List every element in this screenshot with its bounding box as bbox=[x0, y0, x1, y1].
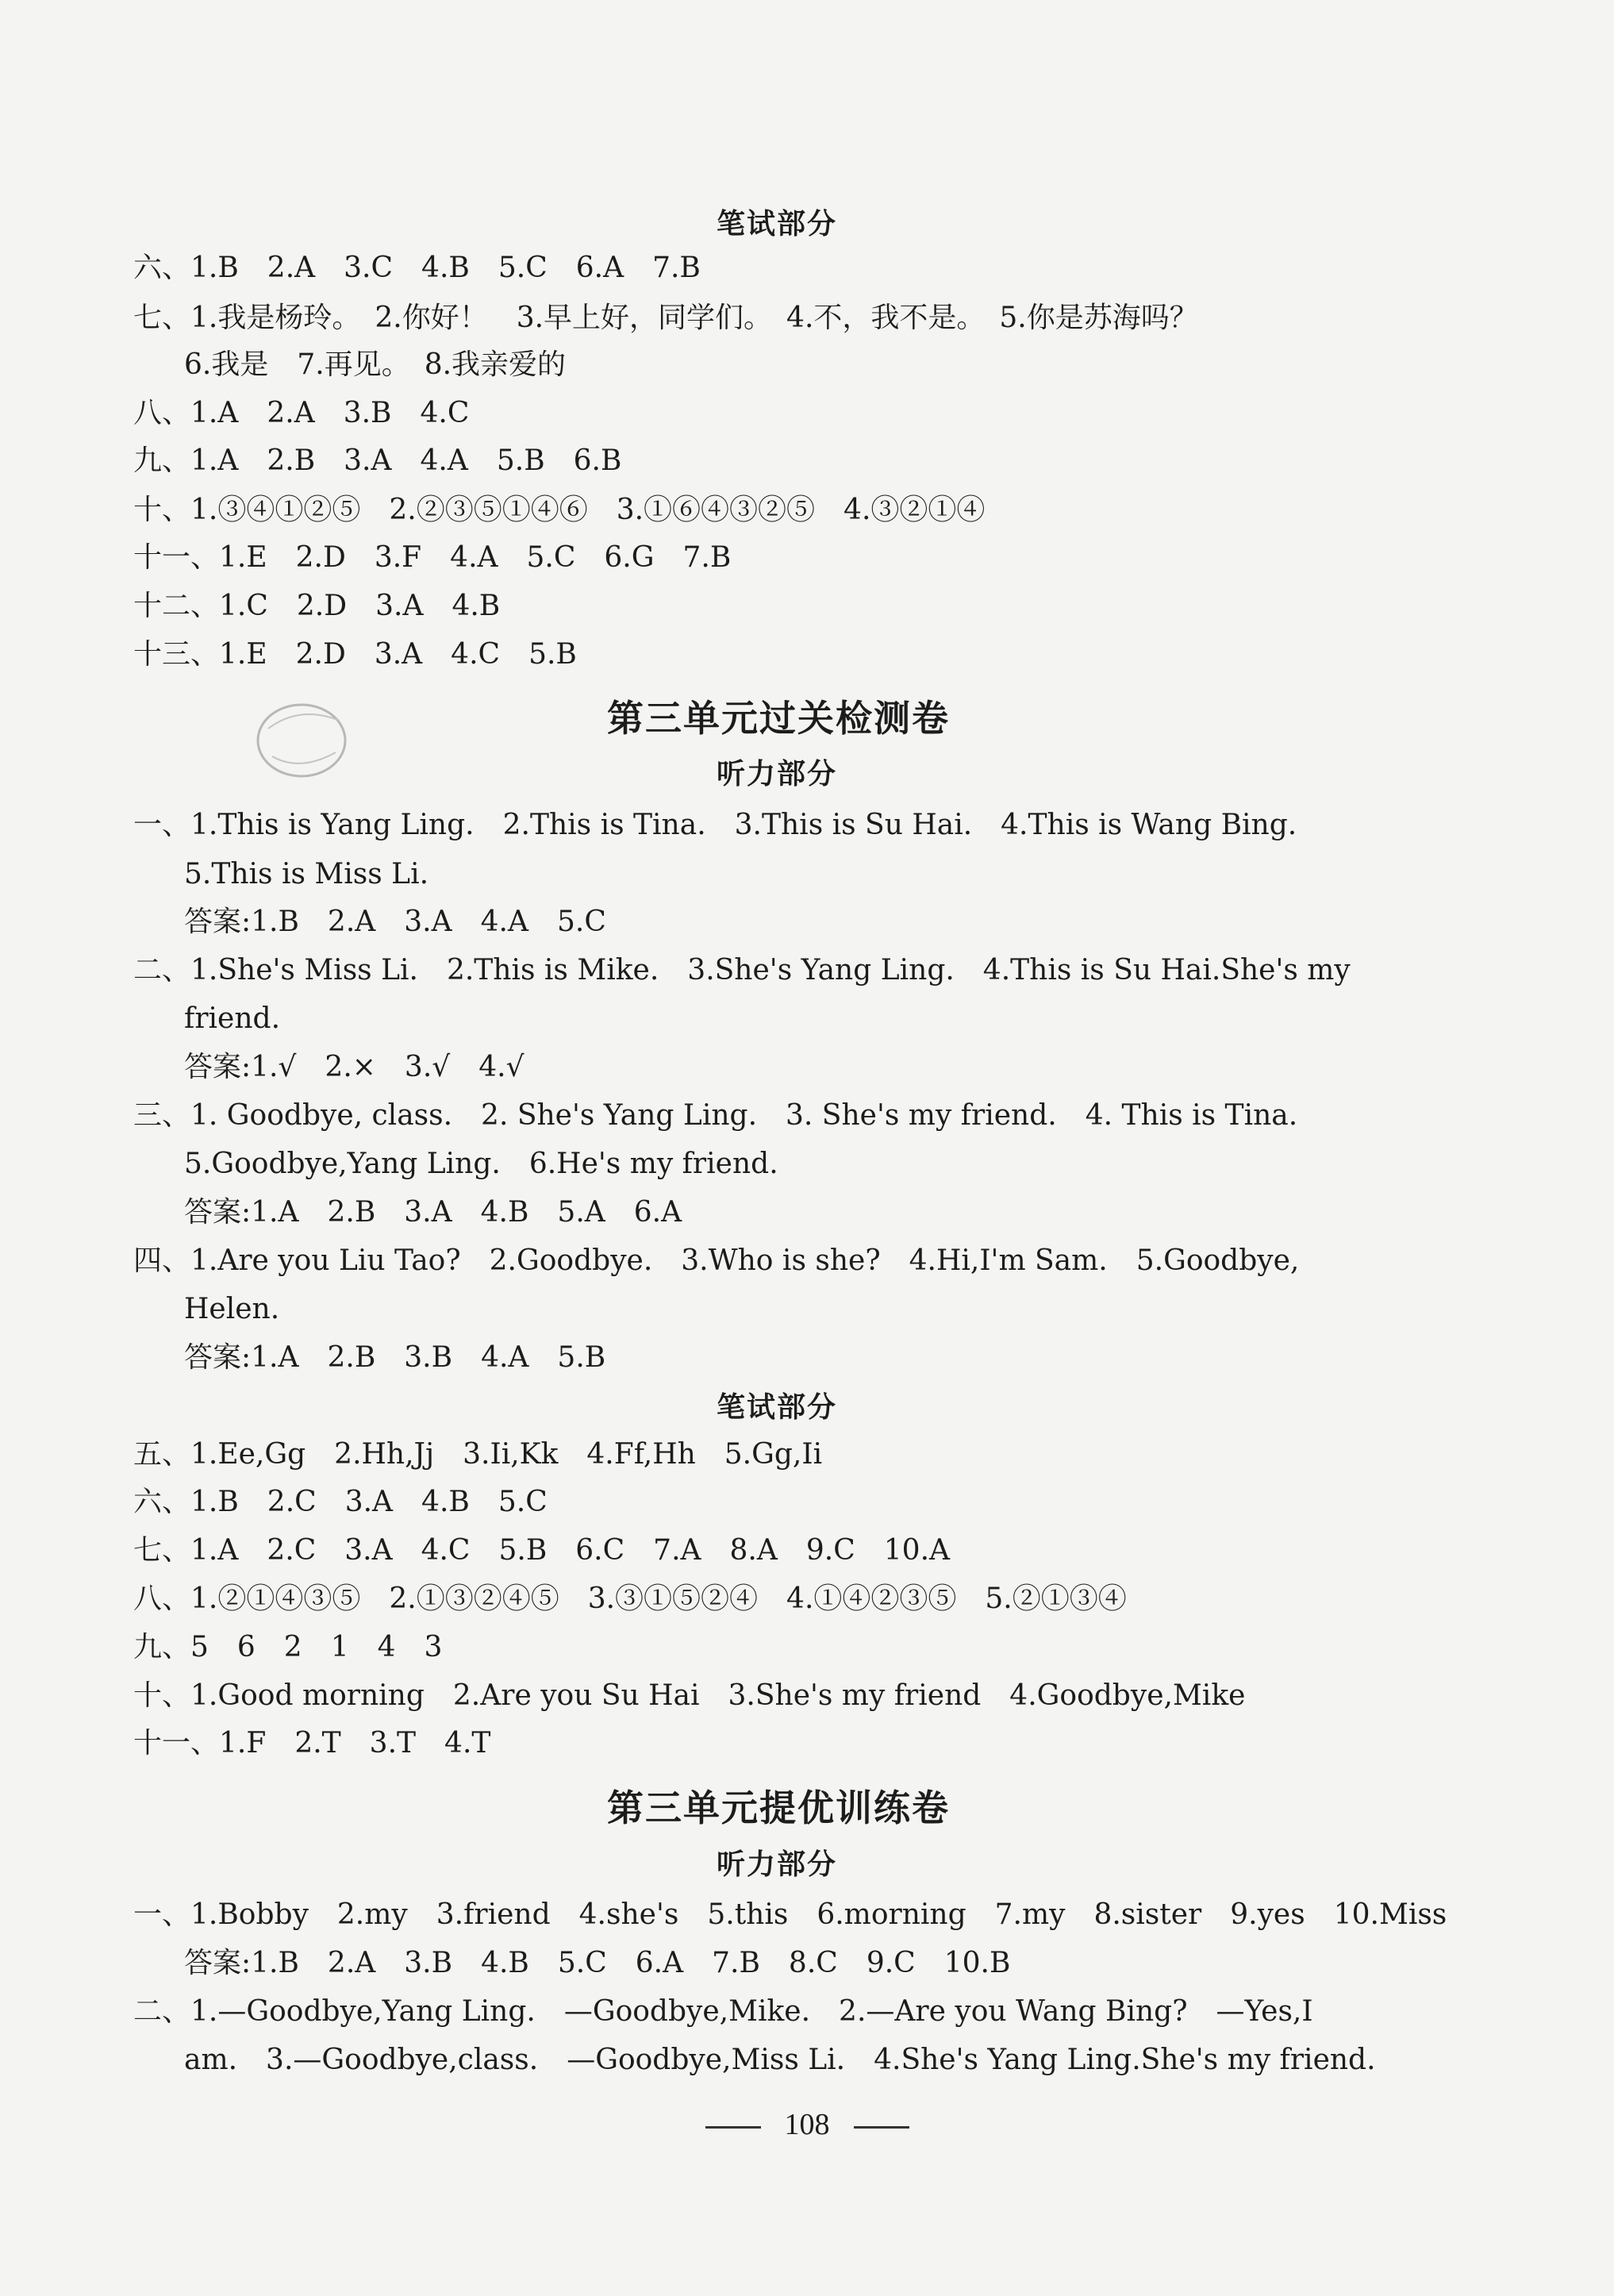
answer-line: 二、1.—Goodbye,Yang Ling. —Goodbye,Mike. 2.—Are you Wang Bing? —Yes,I bbox=[133, 1995, 1313, 2028]
answer-line: 答案:1.B 2.A 3.B 4.B 5.C 6.A 7.B 8.C 9.C 10.B bbox=[184, 1947, 1011, 1979]
answer-line: 四、1.Are you Liu Tao? 2.Goodbye. 3.Who is she? 4.Hi,I'm Sam. 5.Goodbye, bbox=[133, 1244, 1300, 1277]
answer-line: 答案:1.B 2.A 3.A 4.A 5.C bbox=[184, 906, 606, 938]
page-number-footer bbox=[0, 2107, 1614, 2142]
answer-line: 十、1.③④①②⑤ 2.②③⑤①④⑥ 3.①⑥④③②⑤ 4.③②①④ bbox=[133, 494, 986, 526]
section-heading-listening: 听力部分 bbox=[717, 1848, 838, 1881]
answer-line: 6.我是 7.再见。 8.我亲爱的 bbox=[184, 348, 567, 381]
answer-line: 答案:1.√ 2.× 3.√ 4.√ bbox=[184, 1051, 525, 1083]
answer-line: 六、1.B 2.A 3.C 4.B 5.C 6.A 7.B bbox=[133, 252, 701, 284]
answer-line: 一、1.Bobby 2.my 3.friend 4.she's 5.this 6.morning 7.my 8.sister 9.yes 10.Miss bbox=[133, 1898, 1447, 1931]
answer-line: 二、1.She's Miss Li. 2.This is Mike. 3.She's Yang Ling. 4.This is Su Hai.She's my bbox=[133, 954, 1351, 986]
answer-line: 七、1.A 2.C 3.A 4.C 5.B 6.C 7.A 8.A 9.C 10.A bbox=[133, 1534, 951, 1567]
answer-line: 十、1.Good morning 2.Are you Su Hai 3.She's my friend 4.Goodbye,Mike bbox=[133, 1679, 1246, 1712]
answer-line: 十一、1.F 2.T 3.T 4.T bbox=[133, 1727, 491, 1759]
answer-line: 十一、1.E 2.D 3.F 4.A 5.C 6.G 7.B bbox=[133, 541, 732, 574]
stamp-graphic bbox=[252, 697, 363, 792]
section-heading-listening: 听力部分 bbox=[717, 758, 838, 790]
answer-line: 八、1.②①④③⑤ 2.①③②④⑤ 3.③①⑤②④ 4.①④②③⑤ 5.②①③④ bbox=[133, 1583, 1127, 1615]
answer-line: 七、1.我是杨玲。 2.你好！ 3.早上好，同学们。 4.不，我不是。 5.你是苏海吗？ bbox=[133, 302, 1198, 334]
answer-line: 5.Goodbye,Yang Ling. 6.He's my friend. bbox=[184, 1148, 778, 1180]
answer-line: 九、5 6 2 1 4 3 bbox=[133, 1631, 443, 1663]
answer-line: 五、1.Ee,Gg 2.Hh,Jj 3.Ii,Kk 4.Ff,Hh 5.Gg,Ii bbox=[133, 1438, 823, 1471]
answer-line: Helen. bbox=[184, 1293, 280, 1325]
answer-line: 一、1.This is Yang Ling. 2.This is Tina. 3.This is Su Hai. 4.This is Wang Bing. bbox=[133, 809, 1297, 841]
section-heading-written: 笔试部分 bbox=[717, 208, 838, 240]
answer-line: 5.This is Miss Li. bbox=[184, 858, 429, 890]
answer-line: 六、1.B 2.C 3.A 4.B 5.C bbox=[133, 1486, 548, 1518]
section-heading-written: 笔试部分 bbox=[717, 1391, 838, 1424]
unit-title-advanced: 第三单元提优训练卷 bbox=[607, 1786, 950, 1829]
unit-title-checkpoint: 第三单元过关检测卷 bbox=[607, 697, 950, 740]
footer-dash-left bbox=[705, 2126, 761, 2129]
answer-line: 十二、1.C 2.D 3.A 4.B bbox=[133, 590, 501, 622]
answer-line: 答案:1.A 2.B 3.A 4.B 5.A 6.A bbox=[184, 1196, 682, 1229]
answer-line: 八、1.A 2.A 3.B 4.C bbox=[133, 397, 470, 429]
footer-dash-right bbox=[854, 2126, 909, 2129]
answer-line: friend. bbox=[184, 1002, 281, 1035]
answer-line: am. 3.—Goodbye,class. —Goodbye,Miss Li. 4.She's Yang Ling.She's my friend. bbox=[184, 2044, 1376, 2076]
answer-line: 九、1.A 2.B 3.A 4.A 5.B 6.B bbox=[133, 444, 622, 477]
answer-line: 答案:1.A 2.B 3.B 4.A 5.B bbox=[184, 1341, 606, 1374]
answer-line: 十三、1.E 2.D 3.A 4.C 5.B bbox=[133, 638, 577, 671]
answer-line: 三、1. Goodbye, class. 2. She's Yang Ling. 3. She's my friend. 4. This is Tina. bbox=[133, 1099, 1298, 1132]
page-number: 108 bbox=[784, 2108, 830, 2141]
